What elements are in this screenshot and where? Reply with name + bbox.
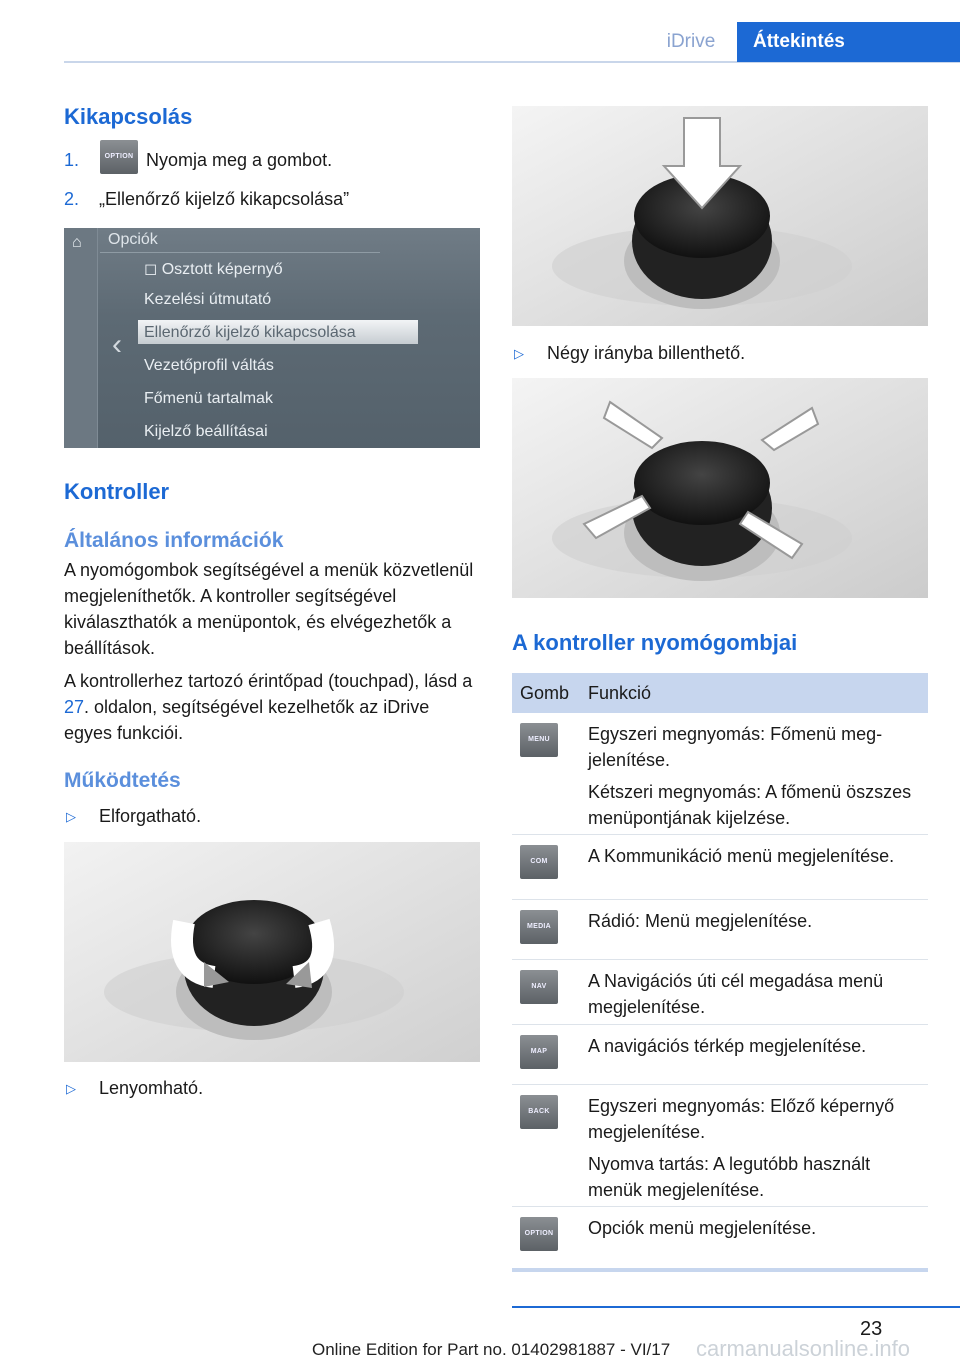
footer-rule (512, 1306, 960, 1308)
watermark: carmanualsonline.info (696, 1336, 911, 1361)
bullet-text-tilt: Négy irányba billenthető. (547, 343, 746, 363)
home-icon: ⌂ (72, 234, 82, 251)
option-button-icon: OPTION (520, 1217, 558, 1251)
com-button-icon: COM (520, 845, 558, 879)
table-cell: Egyszeri megnyomás: Előző képernyő megjelenítése. (588, 1096, 895, 1142)
step-number-2: 2. (64, 189, 80, 209)
table-row (512, 713, 928, 835)
screen-item: Főmenü tartalmak (144, 390, 273, 407)
bullet-icon: ▷ (66, 1081, 76, 1096)
table-cell: Opciók menü megjelenítése. (588, 1218, 817, 1238)
paragraph-2-text: A kontrollerhez tartozó érintőpad (touchpad), lásd a (64, 671, 473, 691)
nav-button-icon: NAV (520, 970, 558, 1004)
bullet-text-press: Lenyomható. (99, 1078, 204, 1098)
page-number: 23 (860, 1318, 883, 1340)
screen-item: Vezetőprofil váltás (144, 357, 274, 374)
header-tab: Áttekintés (737, 22, 960, 62)
table-row (512, 1085, 928, 1207)
buttons-table (512, 673, 928, 1265)
options-screen-image (64, 228, 480, 448)
screen-title: Opciók (108, 231, 158, 248)
bullet-icon: ▷ (66, 809, 76, 824)
chevron-left-icon: ‹ (112, 328, 122, 361)
heading-mukodtetes: Működtetés (64, 769, 181, 792)
table-row (512, 900, 928, 960)
screen-item: Kezelési útmutató (144, 291, 272, 308)
heading-altalanos: Általános információk (64, 529, 284, 552)
table-cell: Kétszeri megnyomás: A főmenü öszszes menüpontjának kijelzése. (588, 782, 912, 828)
header-section: iDrive (666, 31, 716, 52)
media-button-icon: MEDIA (520, 910, 558, 944)
screen-title-rule (100, 252, 380, 253)
heading-kontroller: Kontroller (64, 479, 170, 504)
controller-rotate-image (64, 842, 480, 1062)
screen-item: Kijelző beállításai (144, 423, 268, 440)
screen-item-selected: Ellenőrző kijelző kikapcsolása (144, 324, 356, 341)
paragraph-2-text-end: . oldalon, segítségével kezelhetők az iDrive egyes funkciói. (64, 697, 430, 743)
edition-text: Online Edition for Part no. 01402981887 - VI/17 (312, 1340, 671, 1359)
step-number-1: 1. (64, 150, 80, 170)
option-button-icon: OPTION (100, 140, 138, 174)
col-header-gomb: Gomb (520, 683, 570, 703)
page-link-27[interactable]: 27 (64, 697, 85, 717)
back-button-icon: BACK (520, 1095, 558, 1129)
controller-press-image (512, 106, 928, 326)
table-row (512, 1207, 928, 1265)
table-cell: A Navigációs úti cél megadása menü megjelenítése. (588, 971, 884, 1017)
table-row (512, 835, 928, 900)
col-header-funkcio: Funkció (588, 683, 652, 703)
bullet-icon: ▷ (514, 346, 524, 361)
table-cell: Nyomva tartás: A legutóbb használt menük megjelenítése. (588, 1154, 871, 1200)
heading-gombok: A kontroller nyomógombjai (512, 630, 798, 655)
screen-sidebar (64, 228, 98, 448)
controller-tilt-image (512, 378, 928, 598)
screen-item: ◻ Osztott képernyő (144, 261, 283, 278)
table-row (512, 960, 928, 1025)
map-button-icon: MAP (520, 1035, 558, 1069)
table-bottom-rule (512, 1268, 928, 1272)
menu-button-icon: MENU (520, 723, 558, 757)
step-text-1: Nyomja meg a gombot. (146, 150, 333, 170)
paragraph-2 (64, 668, 479, 746)
heading-kikapcsolas: Kikapcsolás (64, 104, 193, 129)
paragraph-1: A nyomógombok segítségével a menük közvetlenül megjeleníthetők. A kontroller segítségével kiválaszthatók a menüpontok, és elvégezhetők a beállítások. (64, 560, 474, 658)
table-cell: Rádió: Menü megjelenítése. (588, 911, 813, 931)
table-row (512, 1025, 928, 1085)
table-cell: A navigációs térkép megjelenítése. (588, 1036, 867, 1056)
bullet-text-rotate: Elforgatható. (99, 806, 202, 826)
table-header (512, 673, 928, 713)
step-text-2: „Ellenőrző kijelző kikapcsolása” (99, 189, 350, 209)
table-cell: A Kommunikáció menü megjelenítése. (588, 846, 895, 866)
table-cell: Egyszeri megnyomás: Főmenü megjelenítése. (588, 724, 883, 770)
